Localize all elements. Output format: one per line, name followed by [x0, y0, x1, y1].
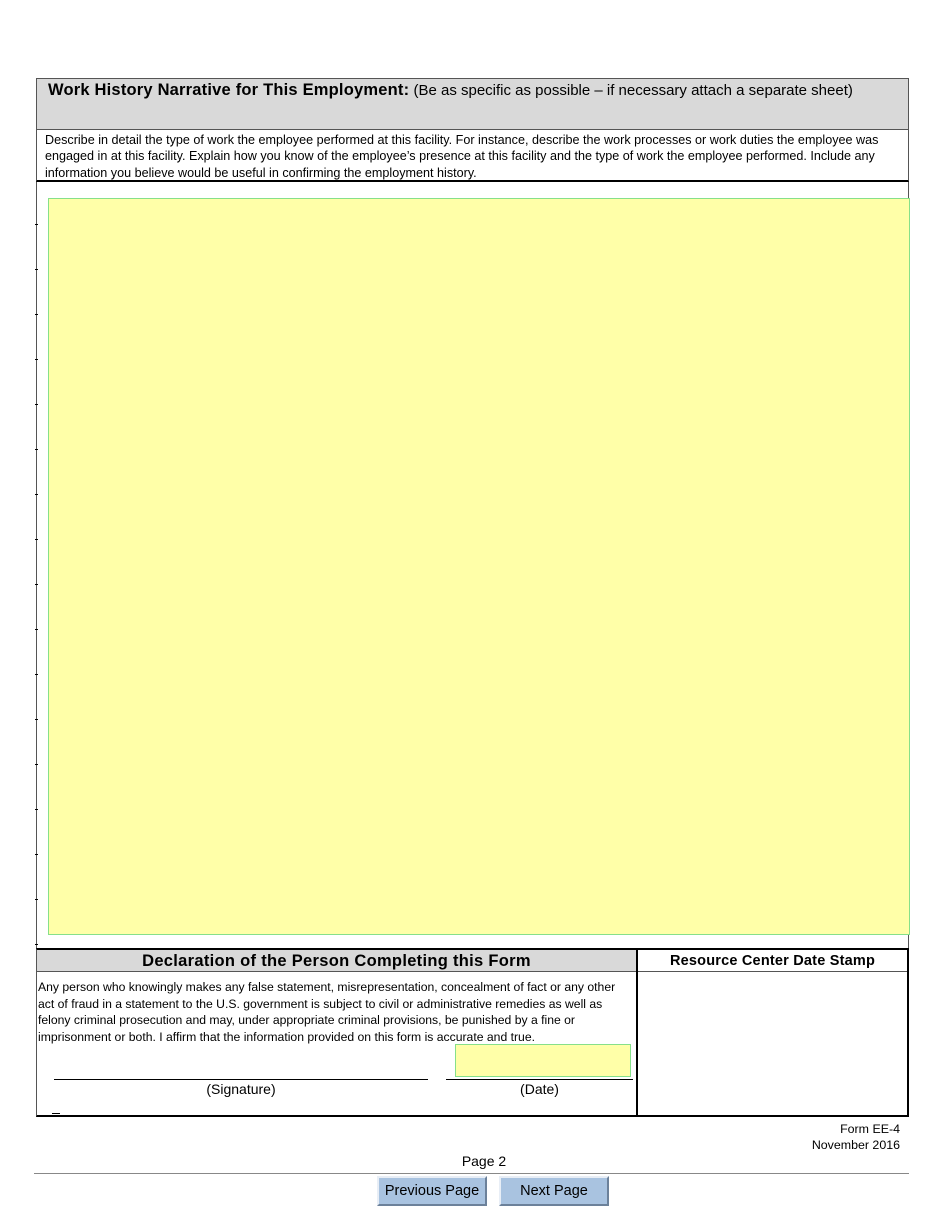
signature-line: [54, 1079, 428, 1080]
work-history-header: [36, 78, 909, 130]
date-label: (Date): [520, 1081, 559, 1097]
work-history-instructions: Describe in detail the type of work the employee performed at this facility. For instance, describe the work processes or work duties the employee was engaged in at this facility. Explain how you know of the employee’s presence at this facility and the type of work the employee performed. Include any information you believe would be useful in confirming the employment history.: [36, 130, 909, 182]
declaration-divider: [636, 948, 638, 1117]
page-number: Page 2: [461, 1153, 507, 1169]
work-history-title: Work History Narrative for This Employment:: [48, 81, 410, 99]
previous-page-button[interactable]: Previous Page: [377, 1176, 487, 1206]
date-stamp-title: Resource Center Date Stamp: [638, 950, 907, 972]
declaration-tick: [52, 1113, 60, 1114]
form-name: Form EE-4: [840, 1122, 900, 1136]
work-history-subtitle: (Be as specific as possible – if necessary attach a separate sheet): [413, 82, 853, 99]
footer-divider: [34, 1173, 909, 1174]
date-line: [446, 1079, 633, 1080]
signature-label: (Signature): [206, 1081, 276, 1097]
next-page-button[interactable]: Next Page: [499, 1176, 609, 1206]
declaration-title: Declaration of the Person Completing this Form: [37, 950, 636, 972]
work-history-narrative-input[interactable]: [48, 198, 910, 935]
form-identifier: [812, 1122, 900, 1153]
date-input[interactable]: [455, 1044, 631, 1077]
declaration-text: Any person who knowingly makes any false statement, misrepresentation, concealment of fact or any other act of fraud in a statement to the U.S. government is subject to civil or administrative remedies as well as felony criminal prosecution and may, under appropriate criminal provisions, be punished by a fine or imprisonment or both. I affirm that the information provided on this form is accurate and true.: [38, 980, 616, 1044]
form-date: November 2016: [811, 1137, 900, 1152]
work-history-header-text: [48, 81, 853, 100]
